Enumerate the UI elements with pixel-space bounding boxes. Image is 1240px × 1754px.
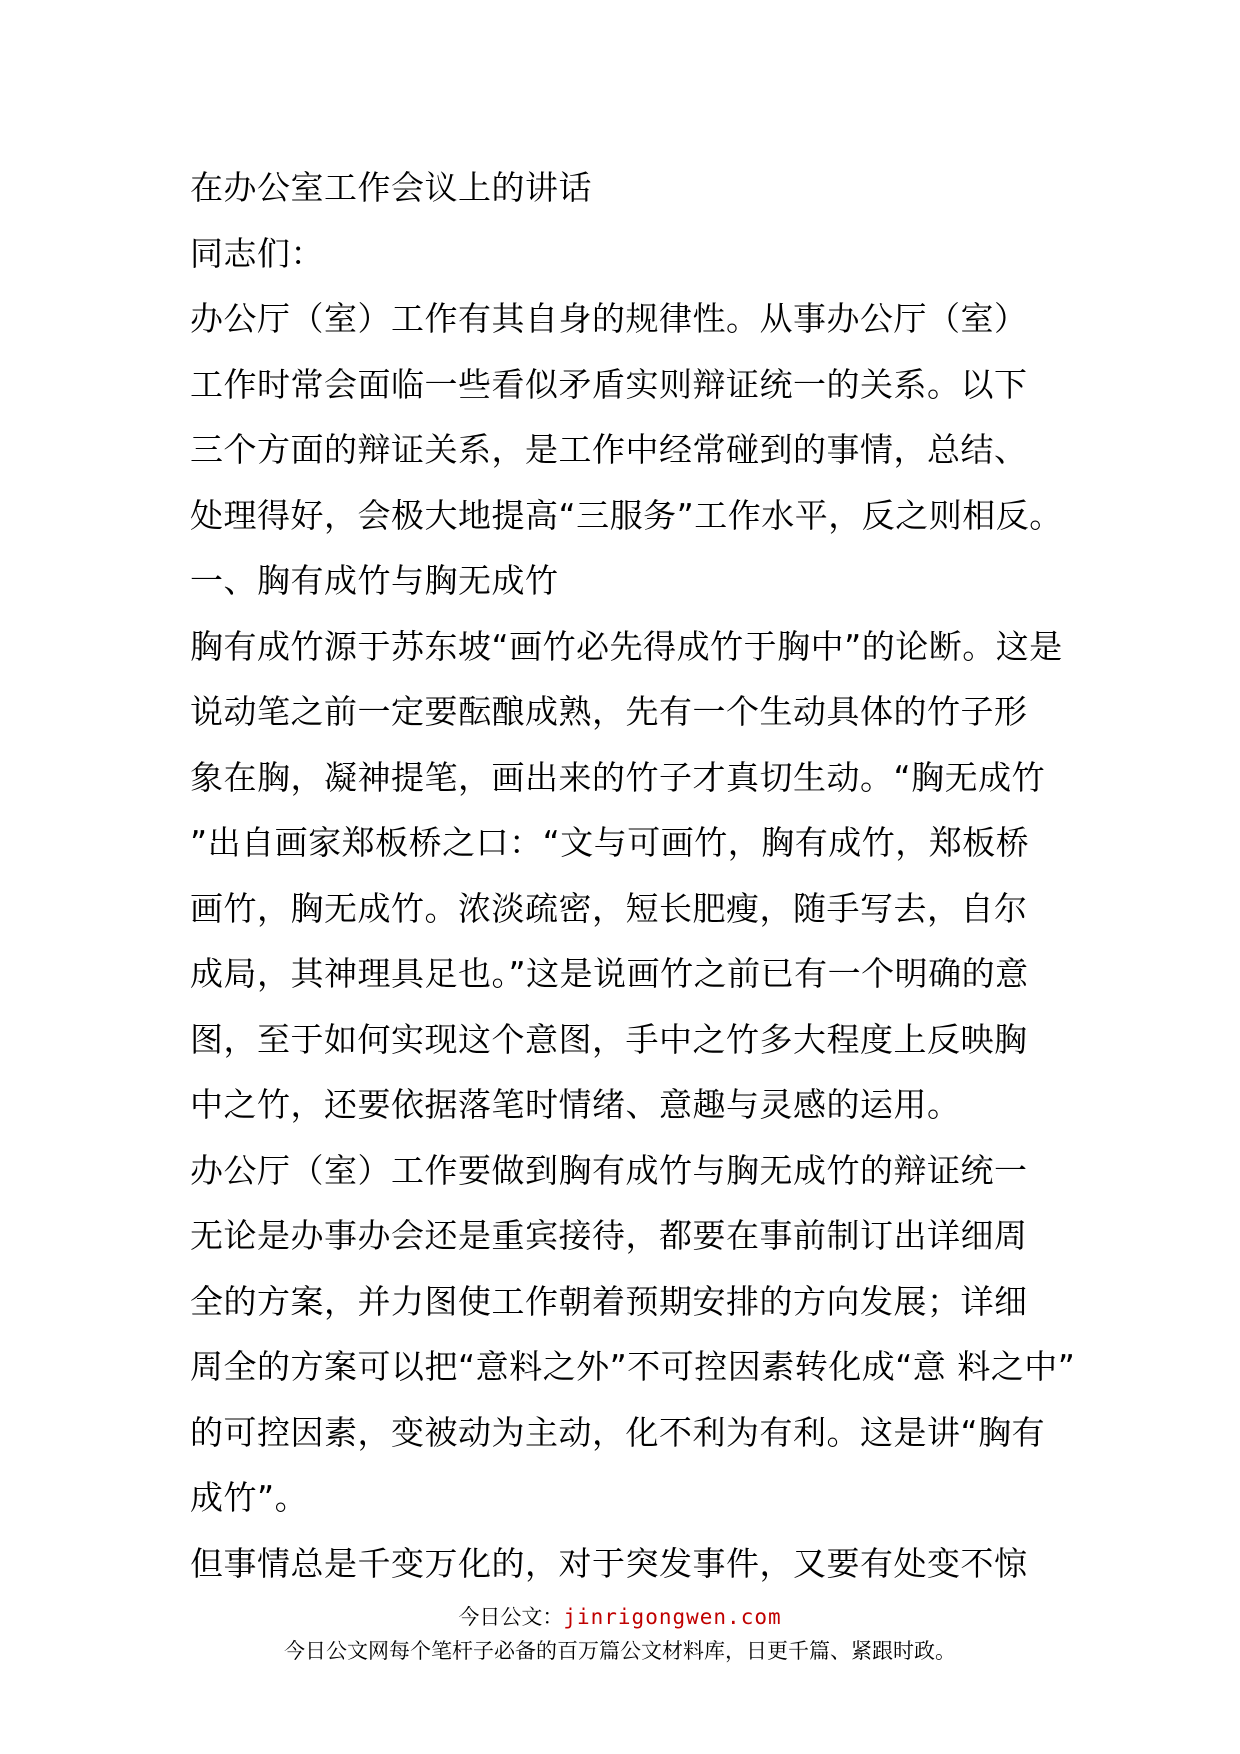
body-line: 三个方面的辩证关系，是工作中经常碰到的事情，总结、 xyxy=(190,430,1028,469)
document-body xyxy=(190,155,1076,1596)
body-line: 无论是办事办会还是重宾接待，都要在事前制订出详细周 xyxy=(190,1216,1028,1255)
body-line: 象在胸，凝神提笔，画出来的竹子才真切生动。“胸无成竹 xyxy=(190,757,1046,797)
footer-tagline: 今日公文网每个笔杆子必备的百万篇公文材料库，日更千篇、紧跟时政。 xyxy=(284,1639,956,1663)
body-line: 全的方案，并力图使工作朝着预期安排的方向发展；详细 xyxy=(190,1281,1028,1321)
page-footer xyxy=(0,1600,1240,1668)
footer-site-row xyxy=(0,1600,1240,1634)
footer-site-label: 今日公文： xyxy=(458,1605,564,1629)
body-line: 处理得好，会极大地提高“三服务”工作水平，反之则相反。 xyxy=(190,495,1063,535)
body-line: 办公厅（室）工作要做到胸有成竹与胸无成竹的辩证统一 xyxy=(190,1150,1028,1190)
section-heading: 一、胸有成竹与胸无成竹 xyxy=(190,561,559,600)
body-line: 周全的方案可以把“意料之外”不可控因素转化成“意 料之中” xyxy=(190,1347,1076,1386)
body-line: 画竹，胸无成竹。浓淡疏密，短长肥瘦，随手写去，自尔 xyxy=(190,888,1028,928)
body-line: 办公厅（室）工作有其自身的规律性。从事办公厅（室） xyxy=(190,299,1028,338)
body-line: 的可控因素，变被动为主动，化不利为有利。这是讲“胸有 xyxy=(190,1412,1046,1452)
body-line: 但事情总是千变万化的，对于突发事件，又要有处变不惊 xyxy=(190,1543,1028,1583)
body-line: 工作时常会面临一些看似矛盾实则辩证统一的关系。以下 xyxy=(190,364,1028,404)
body-line: ”出自画家郑板桥之口：“文与可画竹，胸有成竹，郑板桥 xyxy=(190,823,1030,862)
footer-site-link[interactable]: jinrigongwen.com xyxy=(563,1605,782,1629)
body-line: 成竹”。 xyxy=(190,1478,309,1517)
body-line: 胸有成竹源于苏东坡“画竹必先得成竹于胸中”的论断。这是 xyxy=(190,626,1063,666)
body-line: 说动笔之前一定要酝酿成熟，先有一个生动具体的竹子形 xyxy=(190,692,1028,731)
document-title: 在办公室工作会议上的讲话 xyxy=(190,168,592,207)
body-line: 中之竹，还要依据落笔时情绪、意趣与灵感的运用。 xyxy=(190,1085,961,1124)
body-line: 图，至于如何实现这个意图，手中之竹多大程度上反映胸 xyxy=(190,1019,1028,1059)
salutation: 同志们： xyxy=(190,233,324,273)
body-line: 成局，其神理具足也。”这是说画竹之前已有一个明确的意 xyxy=(190,954,1029,993)
